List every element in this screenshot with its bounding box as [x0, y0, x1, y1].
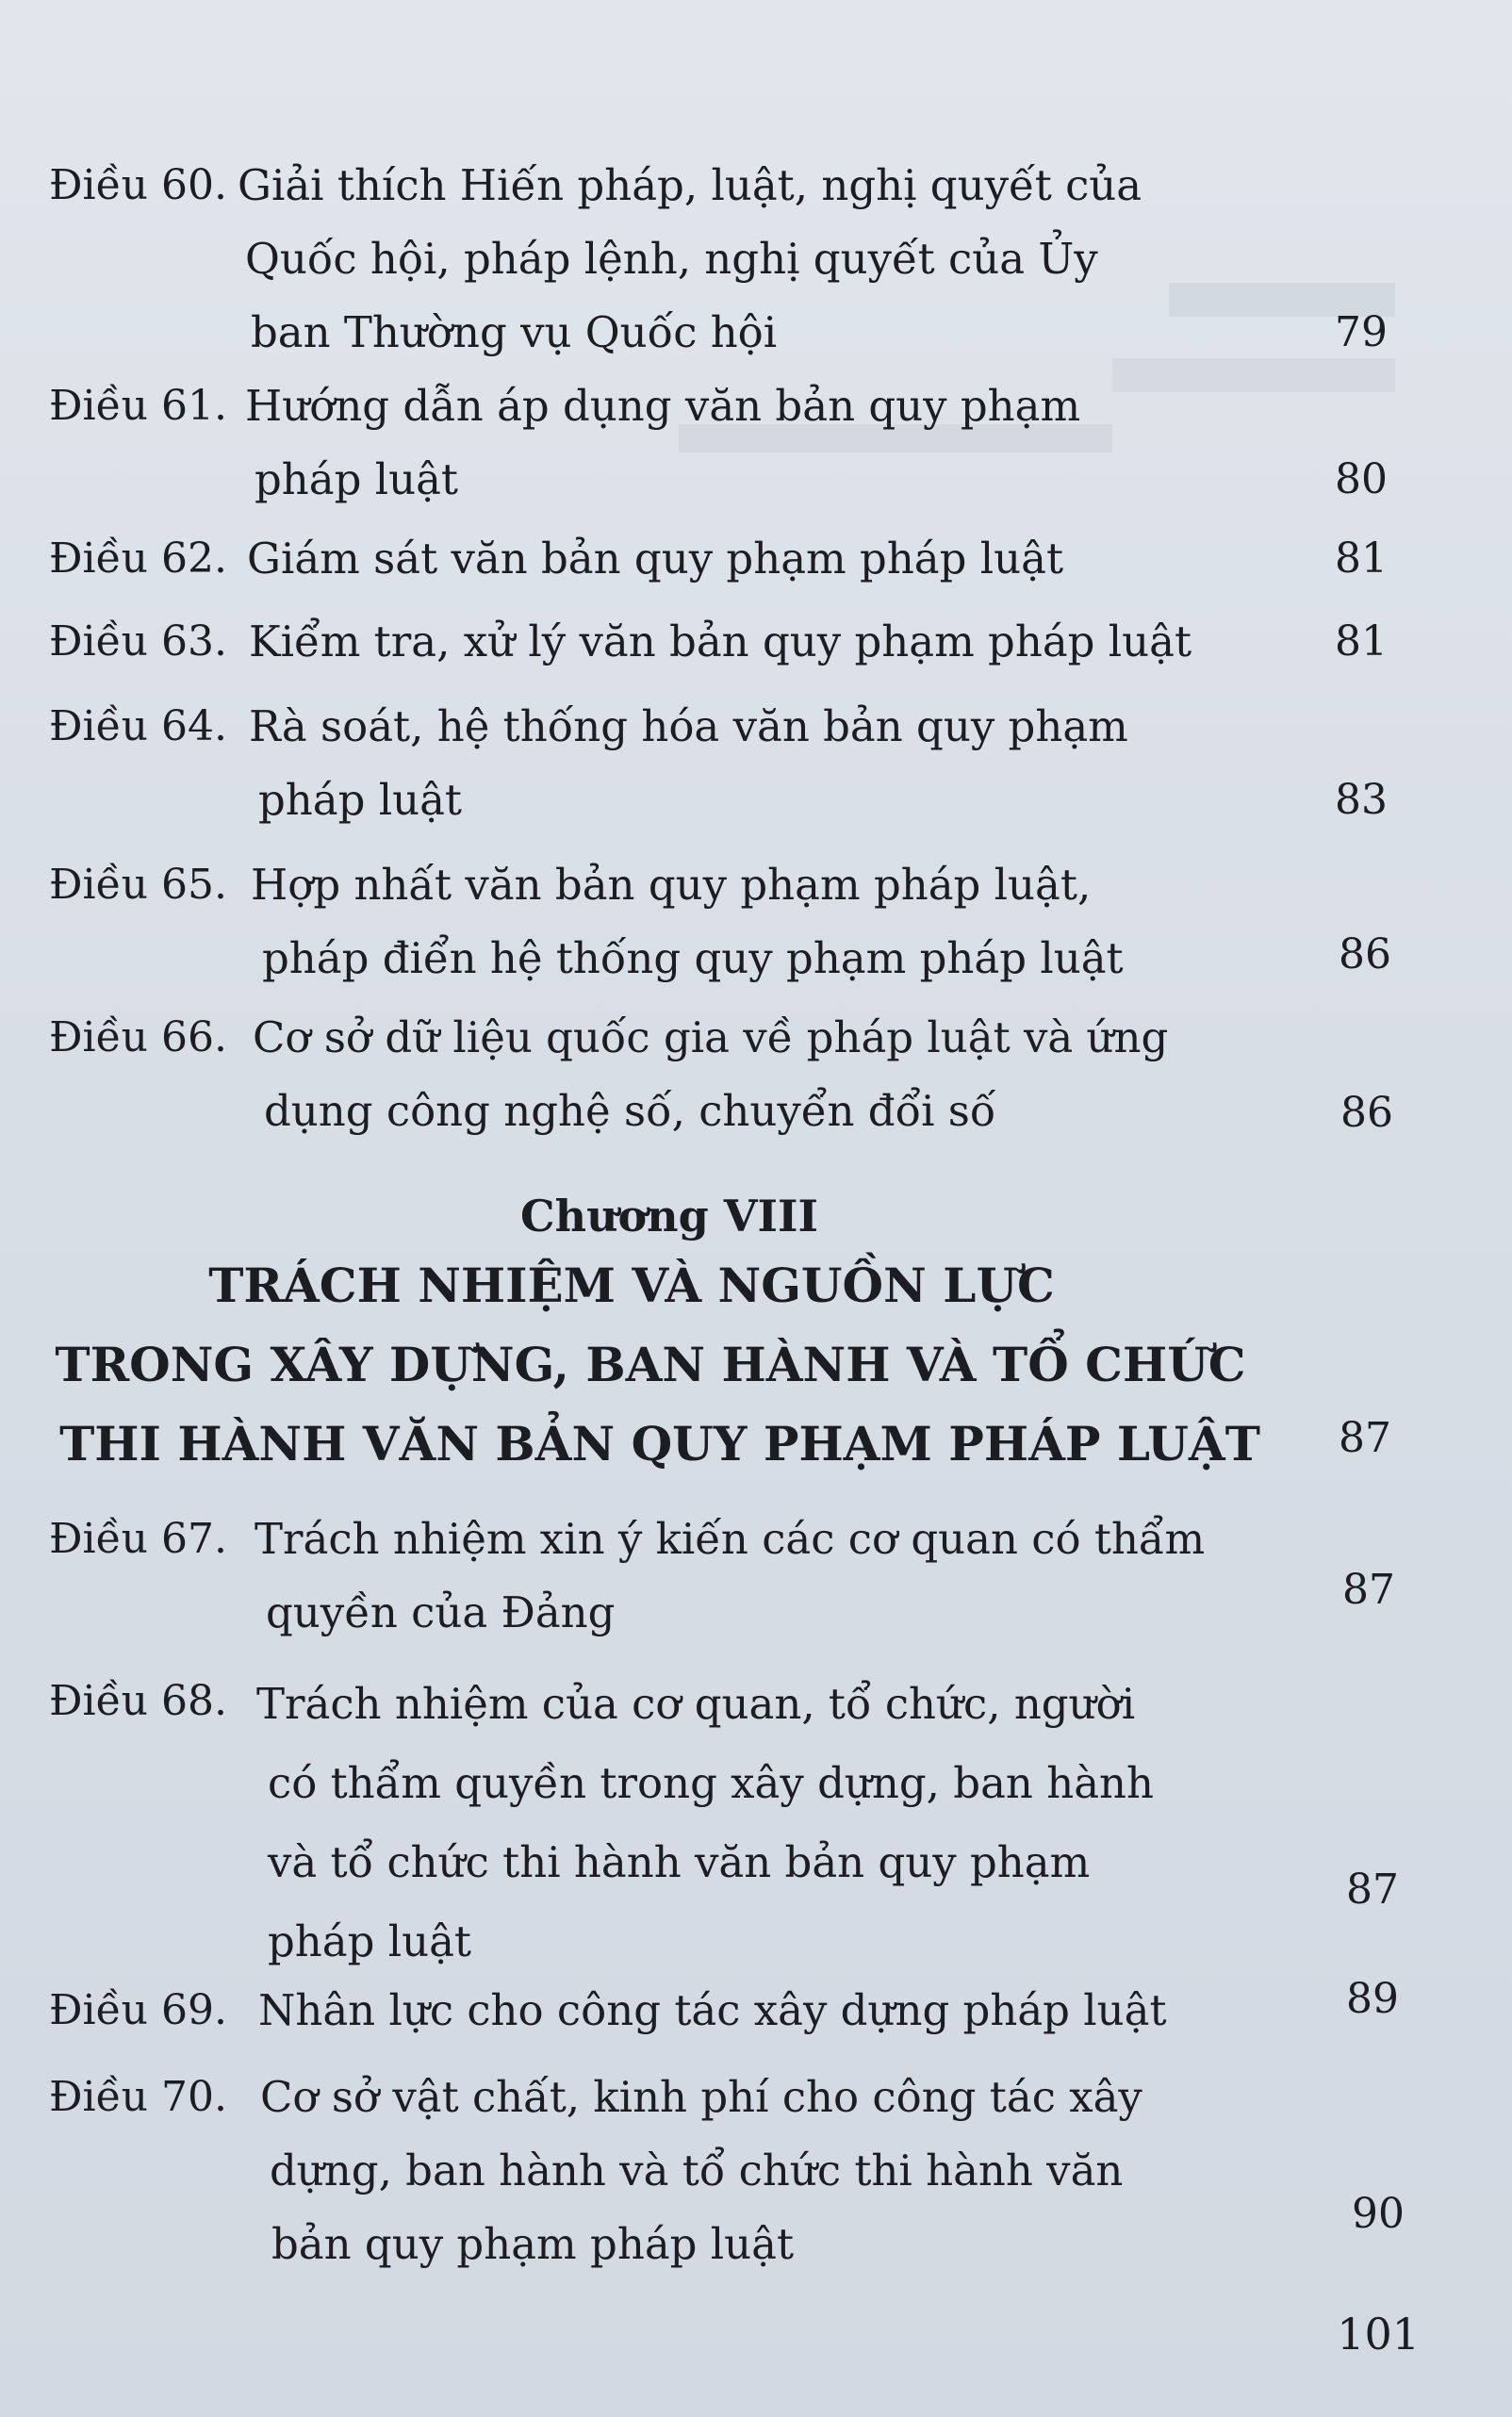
- chapter-page-number: 87: [1339, 1414, 1391, 1462]
- article-title: [238, 522, 1237, 596]
- toc-entry-dieu-64: [49, 690, 1388, 837]
- article-title-line: Trách nhiệm của cơ quan, tổ chức, người: [256, 1679, 1136, 1729]
- toc-entry-dieu-65: [49, 848, 1391, 995]
- article-title-line: Giám sát văn bản quy phạm pháp luật: [247, 534, 1064, 584]
- article-title-line: và tổ chức thi hành văn bản quy phạm: [268, 1837, 1091, 1887]
- article-number: Điều 63.: [49, 617, 227, 666]
- toc-entry-dieu-63: [49, 605, 1388, 679]
- article-title: [238, 2061, 1237, 2281]
- page-number: 87: [1346, 1866, 1399, 1914]
- article-title-line: Kiểm tra, xử lý văn bản quy phạm pháp luật: [249, 617, 1192, 666]
- article-number: Điều 60.: [49, 161, 227, 209]
- article-number: Điều 67.: [49, 1515, 227, 1563]
- article-title: [238, 370, 1237, 517]
- page-number: 87: [1342, 1566, 1395, 1614]
- toc-entry-dieu-60: [49, 149, 1388, 370]
- toc-entry-dieu-62: [49, 522, 1388, 596]
- page-number: 86: [1340, 1089, 1393, 1137]
- page-number: 90: [1352, 2190, 1405, 2238]
- toc-entry-dieu-70: [49, 2061, 1405, 2287]
- article-title-line: Giải thích Hiến pháp, luật, nghị quyết của: [238, 160, 1142, 210]
- article-title: [238, 1001, 1237, 1148]
- article-title-line: pháp luật: [258, 775, 463, 825]
- article-title-line: có thẩm quyền trong xây dựng, ban hành: [268, 1758, 1154, 1808]
- article-title-line: dựng, ban hành và tổ chức thi hành văn: [270, 2146, 1124, 2195]
- page-number: 81: [1335, 534, 1388, 583]
- article-title: [238, 1665, 1237, 1981]
- article-title: [238, 1974, 1237, 2047]
- article-title-line: Hướng dẫn áp dụng văn bản quy phạm: [245, 381, 1081, 431]
- toc-entry-dieu-66: [49, 1001, 1393, 1148]
- article-title-line: Hợp nhất văn bản quy phạm pháp luật,: [251, 860, 1092, 910]
- article-number: Điều 61.: [49, 382, 227, 430]
- article-title: [238, 605, 1237, 679]
- article-number: Điều 68.: [49, 1677, 227, 1725]
- page-number: 86: [1339, 930, 1391, 978]
- chapter-title-line: TRONG XÂY DỰNG, BAN HÀNH VÀ TỔ CHỨC: [55, 1337, 1246, 1392]
- article-number: Điều 64.: [49, 702, 227, 750]
- article-title: [238, 690, 1237, 837]
- chapter-heading: [0, 1178, 1512, 1480]
- article-title-line: Rà soát, hệ thống hóa văn bản quy phạm: [249, 701, 1128, 751]
- article-number: Điều 62.: [49, 534, 227, 583]
- chapter-title-line: TRÁCH NHIỆM VÀ NGUỒN LỰC: [208, 1258, 1055, 1313]
- article-number: Điều 70.: [49, 2073, 227, 2121]
- article-title-line: pháp điển hệ thống quy phạm pháp luật: [262, 933, 1124, 983]
- article-title-line: Cơ sở vật chất, kinh phí cho công tác xây: [260, 2072, 1142, 2122]
- page-number: 80: [1335, 455, 1388, 503]
- toc-entry-dieu-67: [49, 1503, 1395, 1650]
- article-title-line: dụng công nghệ số, chuyển đổi số: [264, 1086, 996, 1136]
- article-title: [238, 848, 1237, 995]
- toc-entry-dieu-69: [49, 1974, 1399, 2047]
- article-title: [238, 149, 1237, 370]
- chapter-title-line: THI HÀNH VĂN BẢN QUY PHẠM PHÁP LUẬT: [59, 1416, 1260, 1472]
- chapter-label: Chương VIII: [519, 1191, 819, 1241]
- article-title-line: pháp luật: [255, 454, 459, 504]
- article-title-line: Cơ sở dữ liệu quốc gia về pháp luật và ứng: [253, 1012, 1169, 1062]
- article-title-line: Nhân lực cho công tác xây dựng pháp luật: [258, 1985, 1167, 2035]
- toc-entry-dieu-61: [49, 370, 1388, 517]
- page-number: 83: [1335, 776, 1388, 824]
- article-title-line: quyền của Đảng: [266, 1587, 616, 1637]
- page-number: 79: [1335, 308, 1388, 356]
- toc-entry-dieu-68: [49, 1665, 1399, 1966]
- article-title: [238, 1503, 1237, 1650]
- article-number: Điều 66.: [49, 1013, 227, 1061]
- article-title-line: Quốc hội, pháp lệnh, nghị quyết của Ủy: [245, 234, 1098, 284]
- article-title-line: pháp luật: [268, 1916, 472, 1966]
- article-number: Điều 69.: [49, 1986, 227, 2034]
- page-number: 89: [1346, 1975, 1399, 2023]
- article-number: Điều 65.: [49, 861, 227, 909]
- article-title-line: ban Thường vụ Quốc hội: [251, 307, 778, 357]
- article-title-line: Trách nhiệm xin ý kiến các cơ quan có thẩm: [255, 1514, 1206, 1564]
- article-title-line: bản quy phạm pháp luật: [271, 2219, 795, 2269]
- page-number: 81: [1335, 617, 1388, 666]
- page-folio: 101: [1337, 2309, 1420, 2359]
